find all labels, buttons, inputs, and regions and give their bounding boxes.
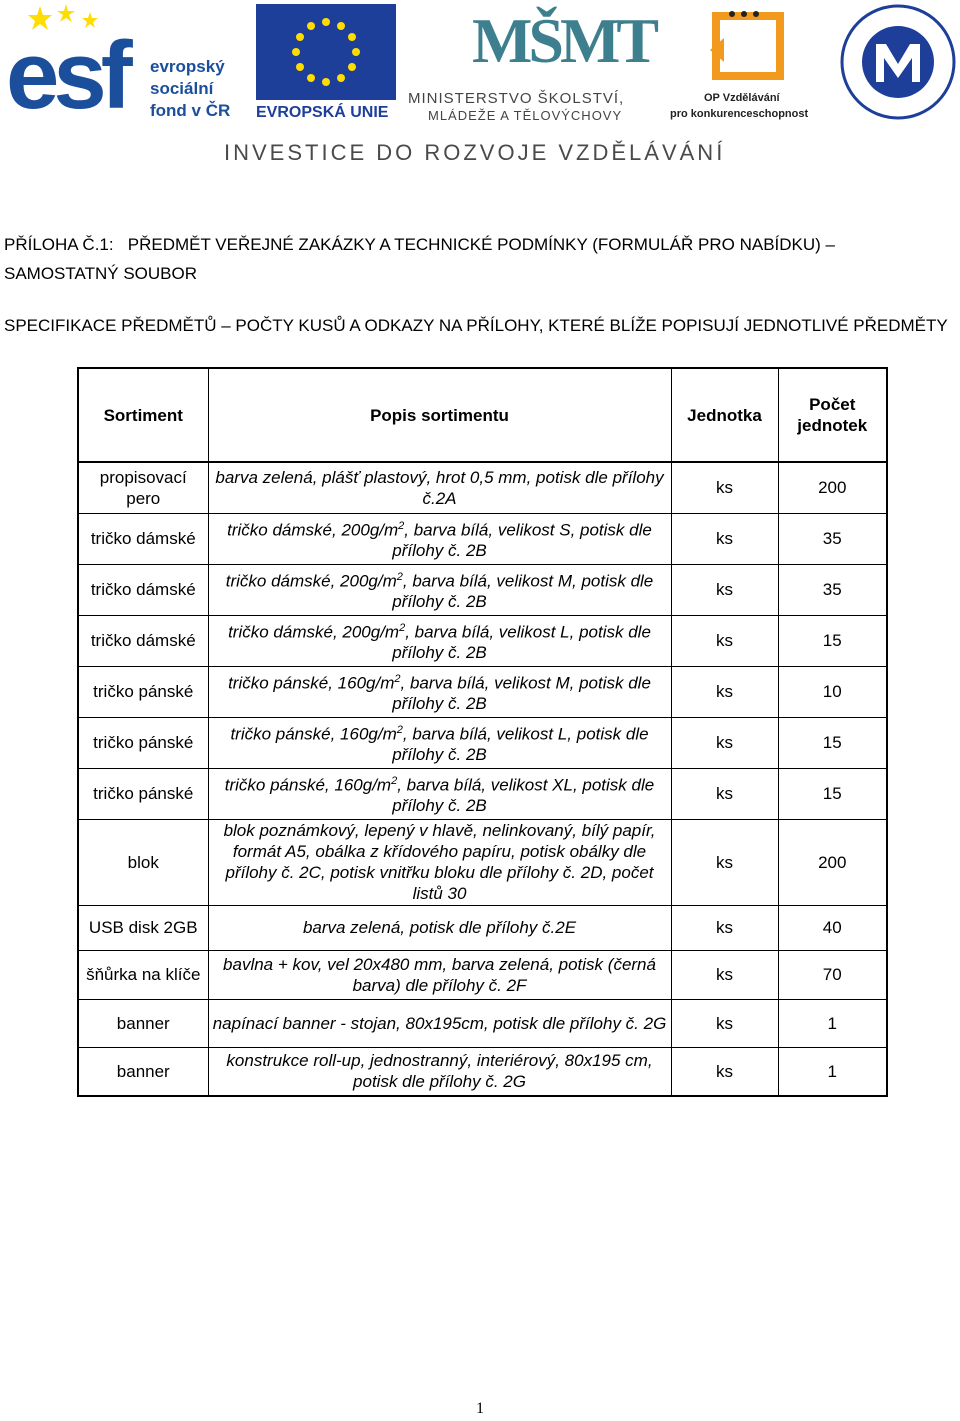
cell-sortiment: banner	[78, 999, 208, 1047]
spec-table	[77, 367, 888, 1097]
banner-text: INVESTICE DO ROZVOJE VZDĚLÁVÁNÍ	[224, 140, 726, 165]
cell-popis	[208, 615, 671, 666]
desc-text: , barva bílá, velikost M, potisk dle přílohy č. 2B	[392, 673, 651, 714]
table-row	[78, 564, 887, 615]
cell-sortiment: tričko dámské	[78, 615, 208, 666]
op-line1: OP Vzdělávání	[704, 92, 780, 104]
desc-text: tričko pánské, 160g/m	[230, 724, 397, 744]
page-title-line1: PŘÍLOHA Č.1: PŘEDMĚT VEŘEJNÉ ZAKÁZKY A TECHNICKÉ PODMÍNKY (FORMULÁŘ PRO NABÍDKU) –	[4, 235, 835, 254]
cell-popis	[208, 717, 671, 768]
cell-pocet: 1	[778, 999, 887, 1047]
desc-text: , barva bílá, velikost XL, potisk dle přílohy č. 2B	[392, 775, 655, 816]
cell-sortiment: tričko dámské	[78, 564, 208, 615]
msmt-logo	[408, 4, 664, 124]
esf-text	[150, 56, 230, 122]
desc-text: bavlna + kov, vel 20x480 mm, barva zelená, potisk (černá barva) dle přílohy č. 2F	[223, 954, 656, 995]
cell-sortiment: banner	[78, 1047, 208, 1096]
table-row	[78, 666, 887, 717]
cell-pocet: 70	[778, 950, 887, 999]
cell-popis	[208, 564, 671, 615]
cell-popis	[208, 999, 671, 1047]
table-row	[78, 1047, 887, 1096]
cell-jednotka: ks	[671, 615, 778, 666]
eu-label: EVROPSKÁ UNIE	[256, 104, 389, 121]
cell-popis	[208, 1047, 671, 1096]
cell-popis	[208, 950, 671, 999]
desc-text: , barva bílá, velikost S, potisk dle přílohy č. 2B	[392, 520, 652, 561]
msmt-line1: MINISTERSTVO ŠKOLSTVÍ,	[408, 90, 625, 107]
table-header-row	[78, 368, 887, 462]
esf-letters: esf	[6, 22, 127, 129]
esf-line3: fond v ČR	[150, 101, 231, 120]
table-row	[78, 513, 887, 564]
cell-popis	[208, 905, 671, 950]
cell-pocet: 200	[778, 819, 887, 905]
cell-sortiment: tričko pánské	[78, 717, 208, 768]
table-row	[78, 999, 887, 1047]
header-popis: Popis sortimentu	[208, 368, 671, 462]
table-row	[78, 950, 887, 999]
cell-sortiment: tričko dámské	[78, 513, 208, 564]
superscript: 2	[391, 774, 398, 787]
desc-text: , barva bílá, velikost M, potisk dle přílohy č. 2B	[392, 571, 654, 612]
muni-logo	[838, 2, 958, 122]
cell-jednotka: ks	[671, 513, 778, 564]
cell-sortiment: USB disk 2GB	[78, 905, 208, 950]
desc-text: tričko dámské, 200g/m	[227, 520, 399, 540]
page-title-line2: SAMOSTATNÝ SOUBOR	[4, 264, 198, 283]
cell-jednotka: ks	[671, 768, 778, 819]
desc-text: tričko dámské, 200g/m	[225, 571, 397, 591]
cell-popis	[208, 513, 671, 564]
desc-text: , barva bílá, velikost L, potisk dle přílohy č. 2B	[392, 724, 649, 765]
cell-pocet: 1	[778, 1047, 887, 1096]
op-frame-icon	[710, 10, 790, 84]
superscript: 2	[399, 621, 406, 634]
eu-flag-icon	[256, 4, 396, 100]
cell-jednotka: ks	[671, 905, 778, 950]
cell-sortiment: šňůrka na klíče	[78, 950, 208, 999]
table-row	[78, 717, 887, 768]
cell-pocet: 10	[778, 666, 887, 717]
esf-line2: sociální	[150, 79, 214, 98]
cell-sortiment: blok	[78, 819, 208, 905]
cell-jednotka: ks	[671, 462, 778, 513]
logo-banner	[0, 0, 960, 130]
header-sortiment: Sortiment	[78, 368, 208, 462]
superscript: 2	[396, 723, 403, 736]
cell-jednotka: ks	[671, 717, 778, 768]
eu-logo	[256, 4, 396, 124]
table-row	[78, 819, 887, 905]
header-jednotka: Jednotka	[671, 368, 778, 462]
esf-logo	[4, 4, 244, 129]
desc-text: blok poznámkový, lepený v hlavě, nelinkovaný, bílý papír, formát A5, obálka z křídového papíru, potisk obálky dle přílohy č. 2C, potisk vnitřku bloku dle přílohy č. 2D, počet listů 30	[223, 821, 656, 903]
cell-pocet: 35	[778, 513, 887, 564]
cell-pocet: 35	[778, 564, 887, 615]
muni-seal-icon	[838, 2, 958, 122]
table-row	[78, 615, 887, 666]
cell-popis	[208, 768, 671, 819]
superscript: 2	[394, 672, 401, 685]
desc-text: barva zelená, potisk dle přílohy č.2E	[302, 918, 577, 937]
cell-pocet: 40	[778, 905, 887, 950]
page-title	[4, 230, 954, 288]
cell-jednotka: ks	[671, 999, 778, 1047]
header-pocet: Počet jednotek	[778, 368, 887, 462]
op-logo	[670, 6, 830, 124]
desc-text: , barva bílá, velikost L, potisk dle přílohy č. 2B	[392, 622, 651, 663]
superscript: 2	[398, 519, 405, 532]
cell-popis	[208, 462, 671, 513]
table-row	[78, 905, 887, 950]
desc-text: konstrukce roll-up, jednostranný, interiérový, 80x195 cm, potisk dle přílohy č. 2G	[226, 1051, 653, 1092]
desc-text: napínací banner - stojan, 80x195cm, potisk dle přílohy č. 2G	[212, 1013, 667, 1033]
msmt-line2: MLÁDEŽE A TĚLOVÝCHOVY	[428, 108, 623, 123]
cell-jednotka: ks	[671, 564, 778, 615]
cell-popis	[208, 666, 671, 717]
desc-text: tričko dámské, 200g/m	[228, 622, 400, 642]
cell-jednotka: ks	[671, 1047, 778, 1096]
desc-text: barva zelená, plášť plastový, hrot 0,5 mm, potisk dle přílohy č.2A	[215, 467, 664, 508]
cell-jednotka: ks	[671, 666, 778, 717]
cell-pocet: 15	[778, 717, 887, 768]
op-line2: pro konkurenceschopnost	[670, 108, 809, 120]
cell-pocet: 200	[778, 462, 887, 513]
table-row	[78, 768, 887, 819]
cell-jednotka: ks	[671, 819, 778, 905]
msmt-mark: MŠMT	[472, 5, 656, 76]
cell-jednotka: ks	[671, 950, 778, 999]
desc-text: tričko pánské, 160g/m	[228, 673, 395, 693]
cell-pocet: 15	[778, 768, 887, 819]
cell-pocet: 15	[778, 615, 887, 666]
table-row	[78, 462, 887, 513]
table-body	[78, 462, 887, 1096]
cell-popis	[208, 819, 671, 905]
superscript: 2	[396, 570, 403, 583]
page-subtitle: SPECIFIKACE PŘEDMĚTŮ – POČTY KUSŮ A ODKAZY NA PŘÍLOHY, KTERÉ BLÍŽE POPISUJÍ JEDNOTLIVÉ PŘEDMĚTY	[4, 316, 948, 335]
esf-line1: evropský	[150, 57, 225, 76]
cell-sortiment: tričko pánské	[78, 768, 208, 819]
cell-sortiment: tričko pánské	[78, 666, 208, 717]
cell-sortiment: propisovací pero	[78, 462, 208, 513]
page-number: 1	[476, 1400, 484, 1417]
desc-text: tričko pánské, 160g/m	[224, 775, 392, 795]
